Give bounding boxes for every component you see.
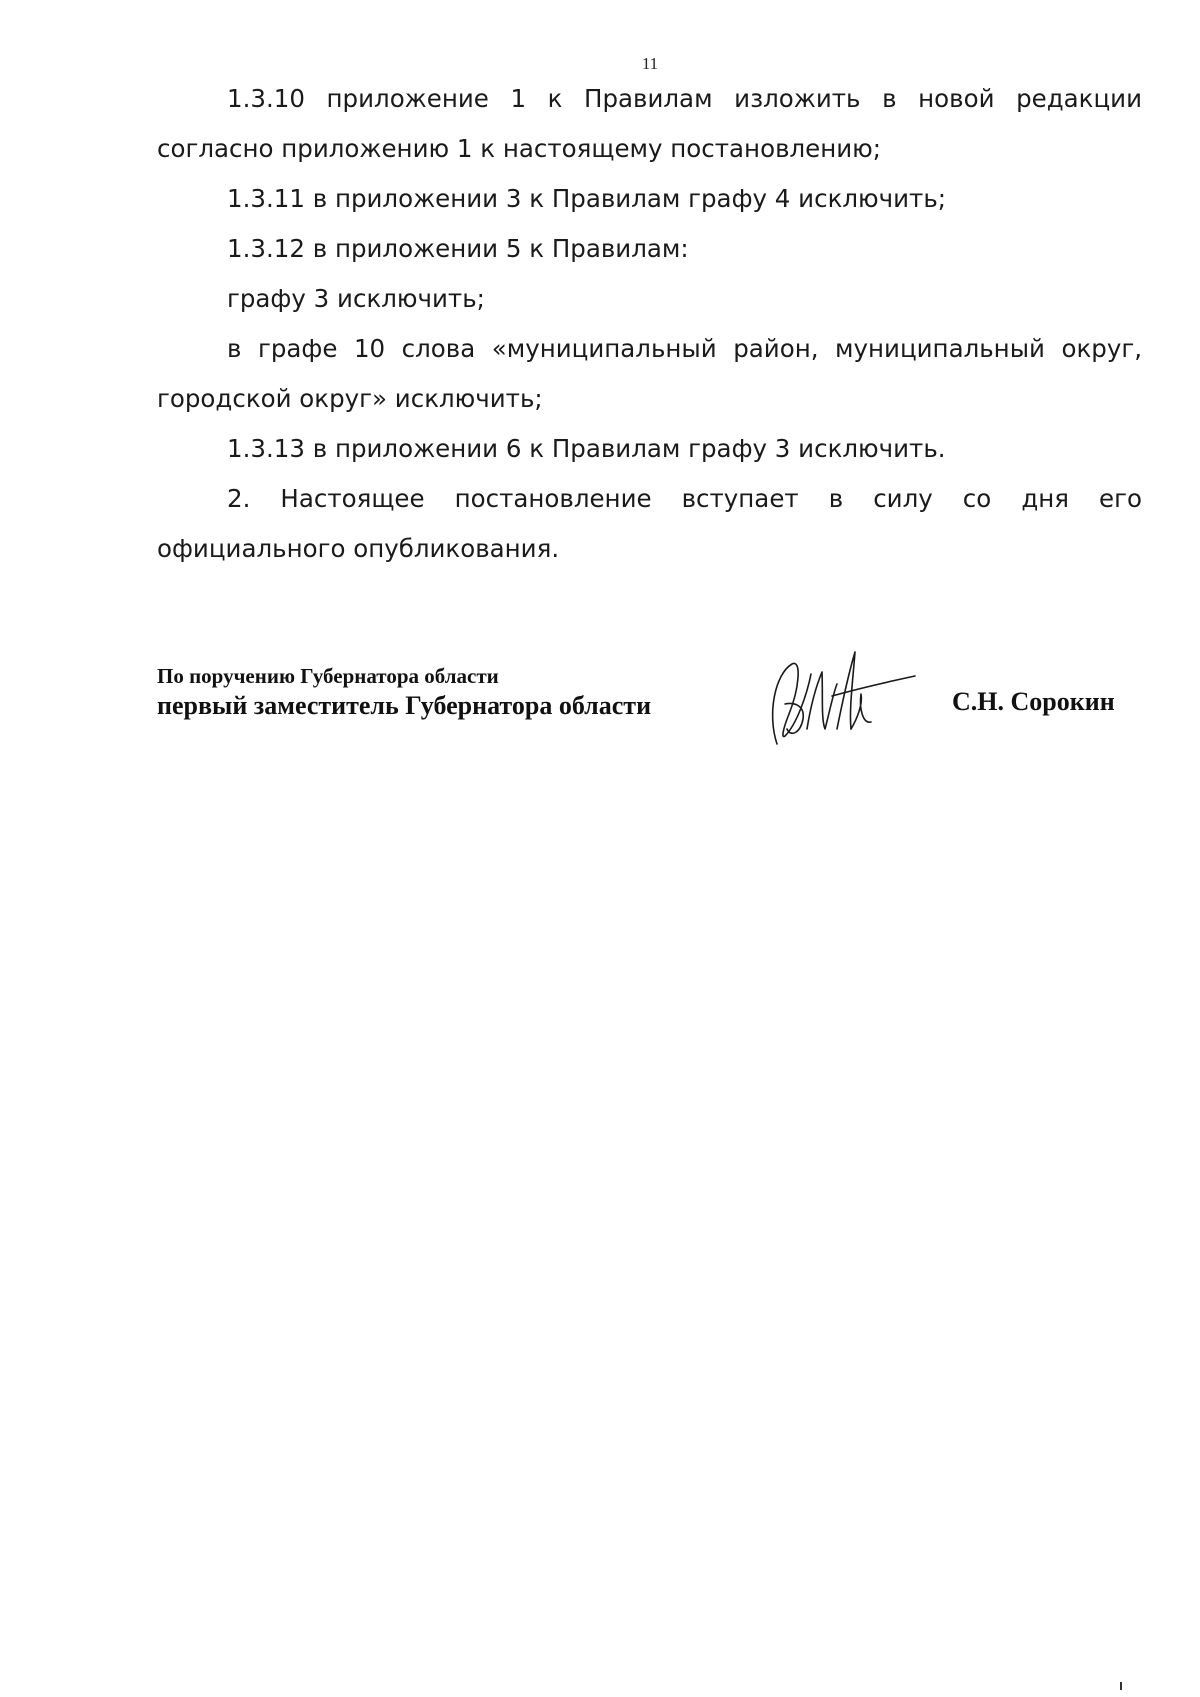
scan-corner-mark (1120, 1682, 1122, 1690)
signatory-name: С.Н. Сорокин (952, 687, 1115, 716)
handwritten-signature-icon (737, 634, 917, 764)
paragraph-graph-10: в графе 10 слова «муниципальный район, муниципальный округ, городской округ» исключить; (157, 334, 1142, 413)
paragraph-graph-3: графу 3 исключить; (227, 284, 485, 313)
paragraph-1-3-12: 1.3.12 в приложении 5 к Правилам: (227, 234, 689, 263)
paragraph-1-3-13: 1.3.13 в приложении 6 к Правилам графу 3 исключить. (227, 434, 946, 463)
paragraph-2-effective: 2. Настоящее постановление вступает в силу со дня его официального опубликования. (157, 484, 1142, 563)
signature-position-line: первый заместитель Губернатора области (157, 691, 652, 720)
document-body (157, 74, 1142, 574)
paragraph-1-3-11: 1.3.11 в приложении 3 к Правилам графу 4 исключить; (227, 184, 947, 213)
signature-block (157, 664, 1142, 784)
signature-authority-line: По поручению Губернатора области (157, 664, 499, 688)
paragraph-1-3-10: 1.3.10 приложение 1 к Правилам изложить в новой редакции согласно приложению 1 к настоящему постановлению; (157, 84, 1142, 163)
page-number: 11 (641, 54, 659, 73)
